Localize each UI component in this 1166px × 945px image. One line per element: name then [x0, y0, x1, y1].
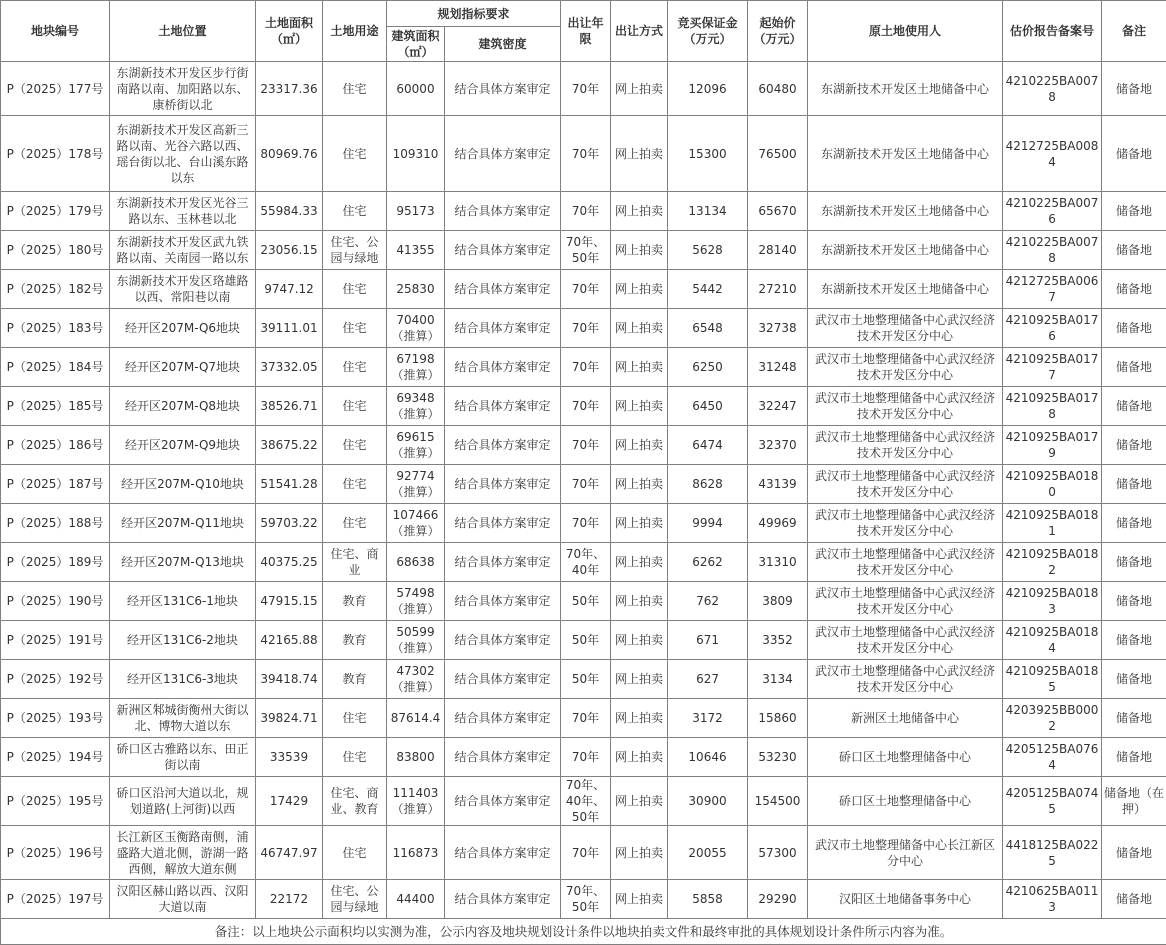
- cell-term: 70年: [561, 504, 611, 543]
- cell-density: 结合具体方案审定: [445, 116, 561, 192]
- cell-remark: 储备地: [1102, 231, 1166, 270]
- cell-start-price: 60480: [748, 62, 808, 116]
- cell-original-user: 武汉市土地整理储备中心武汉经济技术开发区分中心: [808, 387, 1003, 426]
- table-row: [1, 62, 1166, 116]
- table-row: [1, 270, 1166, 309]
- table-row: [1, 543, 1166, 582]
- cell-deposit: 9994: [668, 504, 748, 543]
- cell-deposit: 20055: [668, 826, 748, 880]
- table-row: [1, 621, 1166, 660]
- table-row: [1, 699, 1166, 738]
- cell-start-price: 3134: [748, 660, 808, 699]
- cell-density: 结合具体方案审定: [445, 777, 561, 826]
- cell-original-user: 硚口区土地整理储备中心: [808, 738, 1003, 777]
- cell-deposit: 5442: [668, 270, 748, 309]
- cell-start-price: 65670: [748, 192, 808, 231]
- cell-floor-area: 87614.4: [387, 699, 445, 738]
- cell-id: P（2025）187号: [1, 465, 110, 504]
- cell-method: 网上拍卖: [611, 660, 668, 699]
- cell-method: 网上拍卖: [611, 465, 668, 504]
- cell-deposit: 762: [668, 582, 748, 621]
- cell-use: 住宅、商业: [323, 543, 387, 582]
- cell-deposit: 6250: [668, 348, 748, 387]
- cell-original-user: 武汉市土地整理储备中心武汉经济技术开发区分中心: [808, 543, 1003, 582]
- header-use: 土地用途: [323, 1, 387, 62]
- header-method: 出让方式: [611, 1, 668, 62]
- cell-method: 网上拍卖: [611, 231, 668, 270]
- cell-area: 38526.71: [256, 387, 323, 426]
- cell-area: 33539: [256, 738, 323, 777]
- cell-area: 42165.88: [256, 621, 323, 660]
- cell-start-price: 57300: [748, 826, 808, 880]
- cell-report-no: 4210925BA0177: [1003, 348, 1102, 387]
- cell-method: 网上拍卖: [611, 826, 668, 880]
- cell-density: 结合具体方案审定: [445, 543, 561, 582]
- cell-id: P（2025）188号: [1, 504, 110, 543]
- cell-area: 47915.15: [256, 582, 323, 621]
- cell-density: 结合具体方案审定: [445, 309, 561, 348]
- cell-floor-area: 50599（推算）: [387, 621, 445, 660]
- cell-use: 住宅: [323, 465, 387, 504]
- cell-use: 住宅: [323, 309, 387, 348]
- cell-term: 50年: [561, 621, 611, 660]
- cell-original-user: 武汉市土地整理储备中心武汉经济技术开发区分中心: [808, 504, 1003, 543]
- cell-density: 结合具体方案审定: [445, 387, 561, 426]
- cell-location: 东湖新技术开发区武九铁路以南、关南园一路以东: [110, 231, 256, 270]
- cell-area: 39418.74: [256, 660, 323, 699]
- cell-deposit: 671: [668, 621, 748, 660]
- header-start-price: 起始价（万元）: [748, 1, 808, 62]
- cell-floor-area: 57498（推算）: [387, 582, 445, 621]
- header-original-user: 原土地使用人: [808, 1, 1003, 62]
- cell-report-no: 4203925BB0002: [1003, 699, 1102, 738]
- cell-floor-area: 60000: [387, 62, 445, 116]
- cell-use: 教育: [323, 621, 387, 660]
- cell-term: 70年: [561, 192, 611, 231]
- cell-term: 70年: [561, 348, 611, 387]
- header-location: 土地位置: [110, 1, 256, 62]
- cell-method: 网上拍卖: [611, 582, 668, 621]
- cell-location: 经开区131C6-1地块: [110, 582, 256, 621]
- cell-report-no: 4210925BA0183: [1003, 582, 1102, 621]
- cell-report-no: 4210625BA0113: [1003, 880, 1102, 919]
- cell-original-user: 武汉市土地整理储备中心武汉经济技术开发区分中心: [808, 309, 1003, 348]
- cell-term: 70年: [561, 738, 611, 777]
- cell-area: 39824.71: [256, 699, 323, 738]
- cell-method: 网上拍卖: [611, 116, 668, 192]
- cell-use: 住宅: [323, 270, 387, 309]
- cell-area: 55984.33: [256, 192, 323, 231]
- cell-floor-area: 107466（推算）: [387, 504, 445, 543]
- cell-term: 70年: [561, 426, 611, 465]
- cell-start-price: 31310: [748, 543, 808, 582]
- cell-id: P（2025）192号: [1, 660, 110, 699]
- cell-start-price: 53230: [748, 738, 808, 777]
- cell-location: 新洲区邾城街衡州大街以北、博物大道以东: [110, 699, 256, 738]
- cell-method: 网上拍卖: [611, 348, 668, 387]
- cell-report-no: 4210925BA0176: [1003, 309, 1102, 348]
- cell-remark: 储备地: [1102, 621, 1166, 660]
- cell-density: 结合具体方案审定: [445, 231, 561, 270]
- cell-floor-area: 41355: [387, 231, 445, 270]
- cell-location: 经开区131C6-2地块: [110, 621, 256, 660]
- cell-density: 结合具体方案审定: [445, 699, 561, 738]
- cell-location: 汉阳区赫山路以西、汉阳大道以南: [110, 880, 256, 919]
- cell-density: 结合具体方案审定: [445, 62, 561, 116]
- table-row: [1, 660, 1166, 699]
- cell-remark: 储备地: [1102, 387, 1166, 426]
- cell-use: 住宅: [323, 504, 387, 543]
- header-report-no: 估价报告备案号: [1003, 1, 1102, 62]
- cell-method: 网上拍卖: [611, 270, 668, 309]
- cell-id: P（2025）191号: [1, 621, 110, 660]
- cell-deposit: 15300: [668, 116, 748, 192]
- cell-term: 70年: [561, 826, 611, 880]
- cell-location: 东湖新技术开发区步行街南路以南、加阳路以东、康桥街以北: [110, 62, 256, 116]
- cell-term: 70年: [561, 465, 611, 504]
- cell-original-user: 武汉市土地整理储备中心武汉经济技术开发区分中心: [808, 582, 1003, 621]
- cell-location: 东湖新技术开发区珞雄路以西、常阳巷以南: [110, 270, 256, 309]
- cell-method: 网上拍卖: [611, 192, 668, 231]
- cell-start-price: 43139: [748, 465, 808, 504]
- cell-method: 网上拍卖: [611, 621, 668, 660]
- cell-area: 80969.76: [256, 116, 323, 192]
- cell-term: 70年: [561, 699, 611, 738]
- table-row: [1, 465, 1166, 504]
- cell-area: 38675.22: [256, 426, 323, 465]
- table-row: [1, 116, 1166, 192]
- cell-report-no: 4210225BA0078: [1003, 62, 1102, 116]
- cell-area: 39111.01: [256, 309, 323, 348]
- cell-deposit: 30900: [668, 777, 748, 826]
- cell-report-no: 4210225BA0076: [1003, 192, 1102, 231]
- cell-term: 70年: [561, 270, 611, 309]
- cell-deposit: 6262: [668, 543, 748, 582]
- cell-id: P（2025）183号: [1, 309, 110, 348]
- cell-method: 网上拍卖: [611, 504, 668, 543]
- cell-floor-area: 109310: [387, 116, 445, 192]
- cell-location: 经开区207M-Q11地块: [110, 504, 256, 543]
- cell-use: 住宅: [323, 826, 387, 880]
- cell-report-no: 4418125BA0225: [1003, 826, 1102, 880]
- cell-id: P（2025）194号: [1, 738, 110, 777]
- table-row: [1, 880, 1166, 919]
- cell-report-no: 4210925BA0180: [1003, 465, 1102, 504]
- cell-remark: 储备地（在押）: [1102, 777, 1166, 826]
- header-deposit: 竞买保证金（万元）: [668, 1, 748, 62]
- cell-density: 结合具体方案审定: [445, 426, 561, 465]
- cell-use: 住宅、公园与绿地: [323, 880, 387, 919]
- cell-id: P（2025）197号: [1, 880, 110, 919]
- cell-location: 东湖新技术开发区光谷三路以东、玉林巷以北: [110, 192, 256, 231]
- cell-floor-area: 68638: [387, 543, 445, 582]
- cell-deposit: 3172: [668, 699, 748, 738]
- table-row: [1, 426, 1166, 465]
- cell-start-price: 32738: [748, 309, 808, 348]
- cell-area: 23056.15: [256, 231, 323, 270]
- cell-deposit: 627: [668, 660, 748, 699]
- cell-use: 住宅: [323, 348, 387, 387]
- cell-floor-area: 69615（推算）: [387, 426, 445, 465]
- cell-start-price: 49969: [748, 504, 808, 543]
- cell-report-no: 4212725BA0067: [1003, 270, 1102, 309]
- cell-method: 网上拍卖: [611, 543, 668, 582]
- cell-original-user: 硚口区土地整理储备中心: [808, 777, 1003, 826]
- cell-area: 51541.28: [256, 465, 323, 504]
- cell-floor-area: 70400（推算）: [387, 309, 445, 348]
- cell-id: P（2025）196号: [1, 826, 110, 880]
- cell-original-user: 东湖新技术开发区土地储备中心: [808, 62, 1003, 116]
- cell-term: 70年: [561, 116, 611, 192]
- cell-deposit: 8628: [668, 465, 748, 504]
- cell-method: 网上拍卖: [611, 387, 668, 426]
- cell-remark: 储备地: [1102, 582, 1166, 621]
- cell-id: P（2025）189号: [1, 543, 110, 582]
- cell-use: 住宅: [323, 426, 387, 465]
- cell-remark: 储备地: [1102, 116, 1166, 192]
- cell-location: 经开区207M-Q6地块: [110, 309, 256, 348]
- cell-remark: 储备地: [1102, 699, 1166, 738]
- cell-id: P（2025）184号: [1, 348, 110, 387]
- cell-remark: 储备地: [1102, 270, 1166, 309]
- cell-use: 住宅: [323, 116, 387, 192]
- cell-density: 结合具体方案审定: [445, 465, 561, 504]
- cell-term: 70年: [561, 309, 611, 348]
- cell-floor-area: 111403（推算）: [387, 777, 445, 826]
- cell-use: 住宅、商业、教育: [323, 777, 387, 826]
- cell-original-user: 汉阳区土地储备事务中心: [808, 880, 1003, 919]
- cell-start-price: 31248: [748, 348, 808, 387]
- cell-id: P（2025）182号: [1, 270, 110, 309]
- cell-term: 50年: [561, 582, 611, 621]
- cell-location: 长江新区玉衡路南侧，浦盛路大道北侧，游湖一路西侧，解放大道东侧: [110, 826, 256, 880]
- footnote: 备注：以上地块公示面积均以实测为准，公示内容及地块规划设计条件以地块拍卖文件和最终审批的具体规划设计条件所示内容为准。: [1, 919, 1166, 945]
- cell-density: 结合具体方案审定: [445, 621, 561, 660]
- cell-original-user: 新洲区土地储备中心: [808, 699, 1003, 738]
- table-row: [1, 387, 1166, 426]
- cell-area: 46747.97: [256, 826, 323, 880]
- cell-id: P（2025）186号: [1, 426, 110, 465]
- cell-deposit: 5628: [668, 231, 748, 270]
- cell-method: 网上拍卖: [611, 880, 668, 919]
- cell-area: 37332.05: [256, 348, 323, 387]
- cell-original-user: 东湖新技术开发区土地储备中心: [808, 192, 1003, 231]
- cell-location: 经开区131C6-3地块: [110, 660, 256, 699]
- cell-location: 经开区207M-Q13地块: [110, 543, 256, 582]
- cell-term: 70年、50年: [561, 880, 611, 919]
- cell-report-no: 4205125BA0764: [1003, 738, 1102, 777]
- cell-density: 结合具体方案审定: [445, 270, 561, 309]
- cell-start-price: 29290: [748, 880, 808, 919]
- cell-density: 结合具体方案审定: [445, 738, 561, 777]
- cell-method: 网上拍卖: [611, 777, 668, 826]
- cell-deposit: 5858: [668, 880, 748, 919]
- cell-use: 住宅、公园与绿地: [323, 231, 387, 270]
- cell-area: 23317.36: [256, 62, 323, 116]
- cell-remark: 储备地: [1102, 426, 1166, 465]
- cell-density: 结合具体方案审定: [445, 348, 561, 387]
- cell-floor-area: 92774（推算）: [387, 465, 445, 504]
- cell-remark: 储备地: [1102, 504, 1166, 543]
- header-plan: 规划指标要求: [387, 1, 561, 27]
- cell-floor-area: 69348（推算）: [387, 387, 445, 426]
- header-floor-area: 建筑面积（㎡）: [387, 27, 445, 62]
- cell-remark: 储备地: [1102, 192, 1166, 231]
- cell-term: 70年: [561, 387, 611, 426]
- table-row: [1, 738, 1166, 777]
- cell-deposit: 10646: [668, 738, 748, 777]
- cell-location: 东湖新技术开发区高新三路以南、光谷六路以西、瑶台街以北、台山溪东路以东: [110, 116, 256, 192]
- table-row: [1, 777, 1166, 826]
- cell-area: 59703.22: [256, 504, 323, 543]
- cell-deposit: 13134: [668, 192, 748, 231]
- cell-start-price: 28140: [748, 231, 808, 270]
- cell-original-user: 东湖新技术开发区土地储备中心: [808, 231, 1003, 270]
- cell-report-no: 4210925BA0181: [1003, 504, 1102, 543]
- cell-start-price: 154500: [748, 777, 808, 826]
- cell-id: P（2025）185号: [1, 387, 110, 426]
- cell-report-no: 4210925BA0185: [1003, 660, 1102, 699]
- cell-remark: 储备地: [1102, 738, 1166, 777]
- cell-id: P（2025）177号: [1, 62, 110, 116]
- cell-use: 住宅: [323, 62, 387, 116]
- table-row: [1, 826, 1166, 880]
- cell-report-no: 4210925BA0179: [1003, 426, 1102, 465]
- cell-start-price: 15860: [748, 699, 808, 738]
- cell-term: 50年: [561, 660, 611, 699]
- table-row: [1, 309, 1166, 348]
- cell-area: 17429: [256, 777, 323, 826]
- cell-term: 70年: [561, 62, 611, 116]
- cell-start-price: 3809: [748, 582, 808, 621]
- cell-id: P（2025）190号: [1, 582, 110, 621]
- header-remark: 备注: [1102, 1, 1166, 62]
- cell-area: 9747.12: [256, 270, 323, 309]
- cell-start-price: 32247: [748, 387, 808, 426]
- cell-location: 硚口区沿河大道以北，规划道路(上河街)以西: [110, 777, 256, 826]
- cell-use: 教育: [323, 660, 387, 699]
- cell-original-user: 武汉市土地整理储备中心武汉经济技术开发区分中心: [808, 660, 1003, 699]
- cell-area: 22172: [256, 880, 323, 919]
- cell-density: 结合具体方案审定: [445, 880, 561, 919]
- cell-use: 住宅: [323, 192, 387, 231]
- cell-term: 70年、40年、50年: [561, 777, 611, 826]
- cell-use: 教育: [323, 582, 387, 621]
- cell-floor-area: 95173: [387, 192, 445, 231]
- cell-method: 网上拍卖: [611, 738, 668, 777]
- cell-start-price: 76500: [748, 116, 808, 192]
- cell-id: P（2025）179号: [1, 192, 110, 231]
- cell-density: 结合具体方案审定: [445, 826, 561, 880]
- cell-remark: 储备地: [1102, 465, 1166, 504]
- cell-report-no: 4210225BA0078: [1003, 231, 1102, 270]
- cell-report-no: 4212725BA0084: [1003, 116, 1102, 192]
- cell-deposit: 12096: [668, 62, 748, 116]
- cell-deposit: 6548: [668, 309, 748, 348]
- cell-method: 网上拍卖: [611, 426, 668, 465]
- cell-original-user: 东湖新技术开发区土地储备中心: [808, 270, 1003, 309]
- table-row: [1, 504, 1166, 543]
- table-row: [1, 192, 1166, 231]
- cell-location: 硚口区古雅路以东、田正街以南: [110, 738, 256, 777]
- cell-density: 结合具体方案审定: [445, 660, 561, 699]
- cell-original-user: 武汉市土地整理储备中心武汉经济技术开发区分中心: [808, 348, 1003, 387]
- cell-deposit: 6474: [668, 426, 748, 465]
- cell-id: P（2025）193号: [1, 699, 110, 738]
- cell-remark: 储备地: [1102, 880, 1166, 919]
- cell-method: 网上拍卖: [611, 309, 668, 348]
- cell-method: 网上拍卖: [611, 699, 668, 738]
- cell-floor-area: 83800: [387, 738, 445, 777]
- cell-floor-area: 25830: [387, 270, 445, 309]
- cell-use: 住宅: [323, 387, 387, 426]
- cell-id: P（2025）195号: [1, 777, 110, 826]
- cell-id: P（2025）178号: [1, 116, 110, 192]
- cell-density: 结合具体方案审定: [445, 582, 561, 621]
- cell-location: 经开区207M-Q10地块: [110, 465, 256, 504]
- cell-remark: 储备地: [1102, 62, 1166, 116]
- cell-start-price: 3352: [748, 621, 808, 660]
- cell-location: 经开区207M-Q7地块: [110, 348, 256, 387]
- cell-floor-area: 67198（推算）: [387, 348, 445, 387]
- cell-density: 结合具体方案审定: [445, 504, 561, 543]
- cell-use: 住宅: [323, 738, 387, 777]
- cell-original-user: 武汉市土地整理储备中心长江新区分中心: [808, 826, 1003, 880]
- cell-location: 经开区207M-Q8地块: [110, 387, 256, 426]
- header-area: 土地面积（㎡）: [256, 1, 323, 62]
- cell-floor-area: 116873: [387, 826, 445, 880]
- cell-remark: 储备地: [1102, 309, 1166, 348]
- table-row: [1, 231, 1166, 270]
- header-density: 建筑密度: [445, 27, 561, 62]
- cell-report-no: 4205125BA0745: [1003, 777, 1102, 826]
- header-term: 出让年限: [561, 1, 611, 62]
- cell-original-user: 东湖新技术开发区土地储备中心: [808, 116, 1003, 192]
- cell-floor-area: 47302（推算）: [387, 660, 445, 699]
- cell-report-no: 4210925BA0178: [1003, 387, 1102, 426]
- cell-start-price: 32370: [748, 426, 808, 465]
- cell-term: 70年、40年: [561, 543, 611, 582]
- cell-original-user: 武汉市土地整理储备中心武汉经济技术开发区分中心: [808, 465, 1003, 504]
- cell-use: 住宅: [323, 699, 387, 738]
- cell-id: P（2025）180号: [1, 231, 110, 270]
- cell-remark: 储备地: [1102, 543, 1166, 582]
- cell-original-user: 武汉市土地整理储备中心武汉经济技术开发区分中心: [808, 426, 1003, 465]
- cell-remark: 储备地: [1102, 348, 1166, 387]
- table-row: [1, 582, 1166, 621]
- cell-remark: 储备地: [1102, 826, 1166, 880]
- cell-report-no: 4210925BA0184: [1003, 621, 1102, 660]
- cell-original-user: 武汉市土地整理储备中心武汉经济技术开发区分中心: [808, 621, 1003, 660]
- cell-method: 网上拍卖: [611, 62, 668, 116]
- cell-term: 70年、50年: [561, 231, 611, 270]
- cell-deposit: 6450: [668, 387, 748, 426]
- cell-location: 经开区207M-Q9地块: [110, 426, 256, 465]
- table-row: [1, 348, 1166, 387]
- cell-density: 结合具体方案审定: [445, 192, 561, 231]
- cell-remark: 储备地: [1102, 660, 1166, 699]
- cell-floor-area: 44400: [387, 880, 445, 919]
- cell-start-price: 27210: [748, 270, 808, 309]
- cell-area: 40375.25: [256, 543, 323, 582]
- cell-report-no: 4210925BA0182: [1003, 543, 1102, 582]
- header-id: 地块编号: [1, 1, 110, 62]
